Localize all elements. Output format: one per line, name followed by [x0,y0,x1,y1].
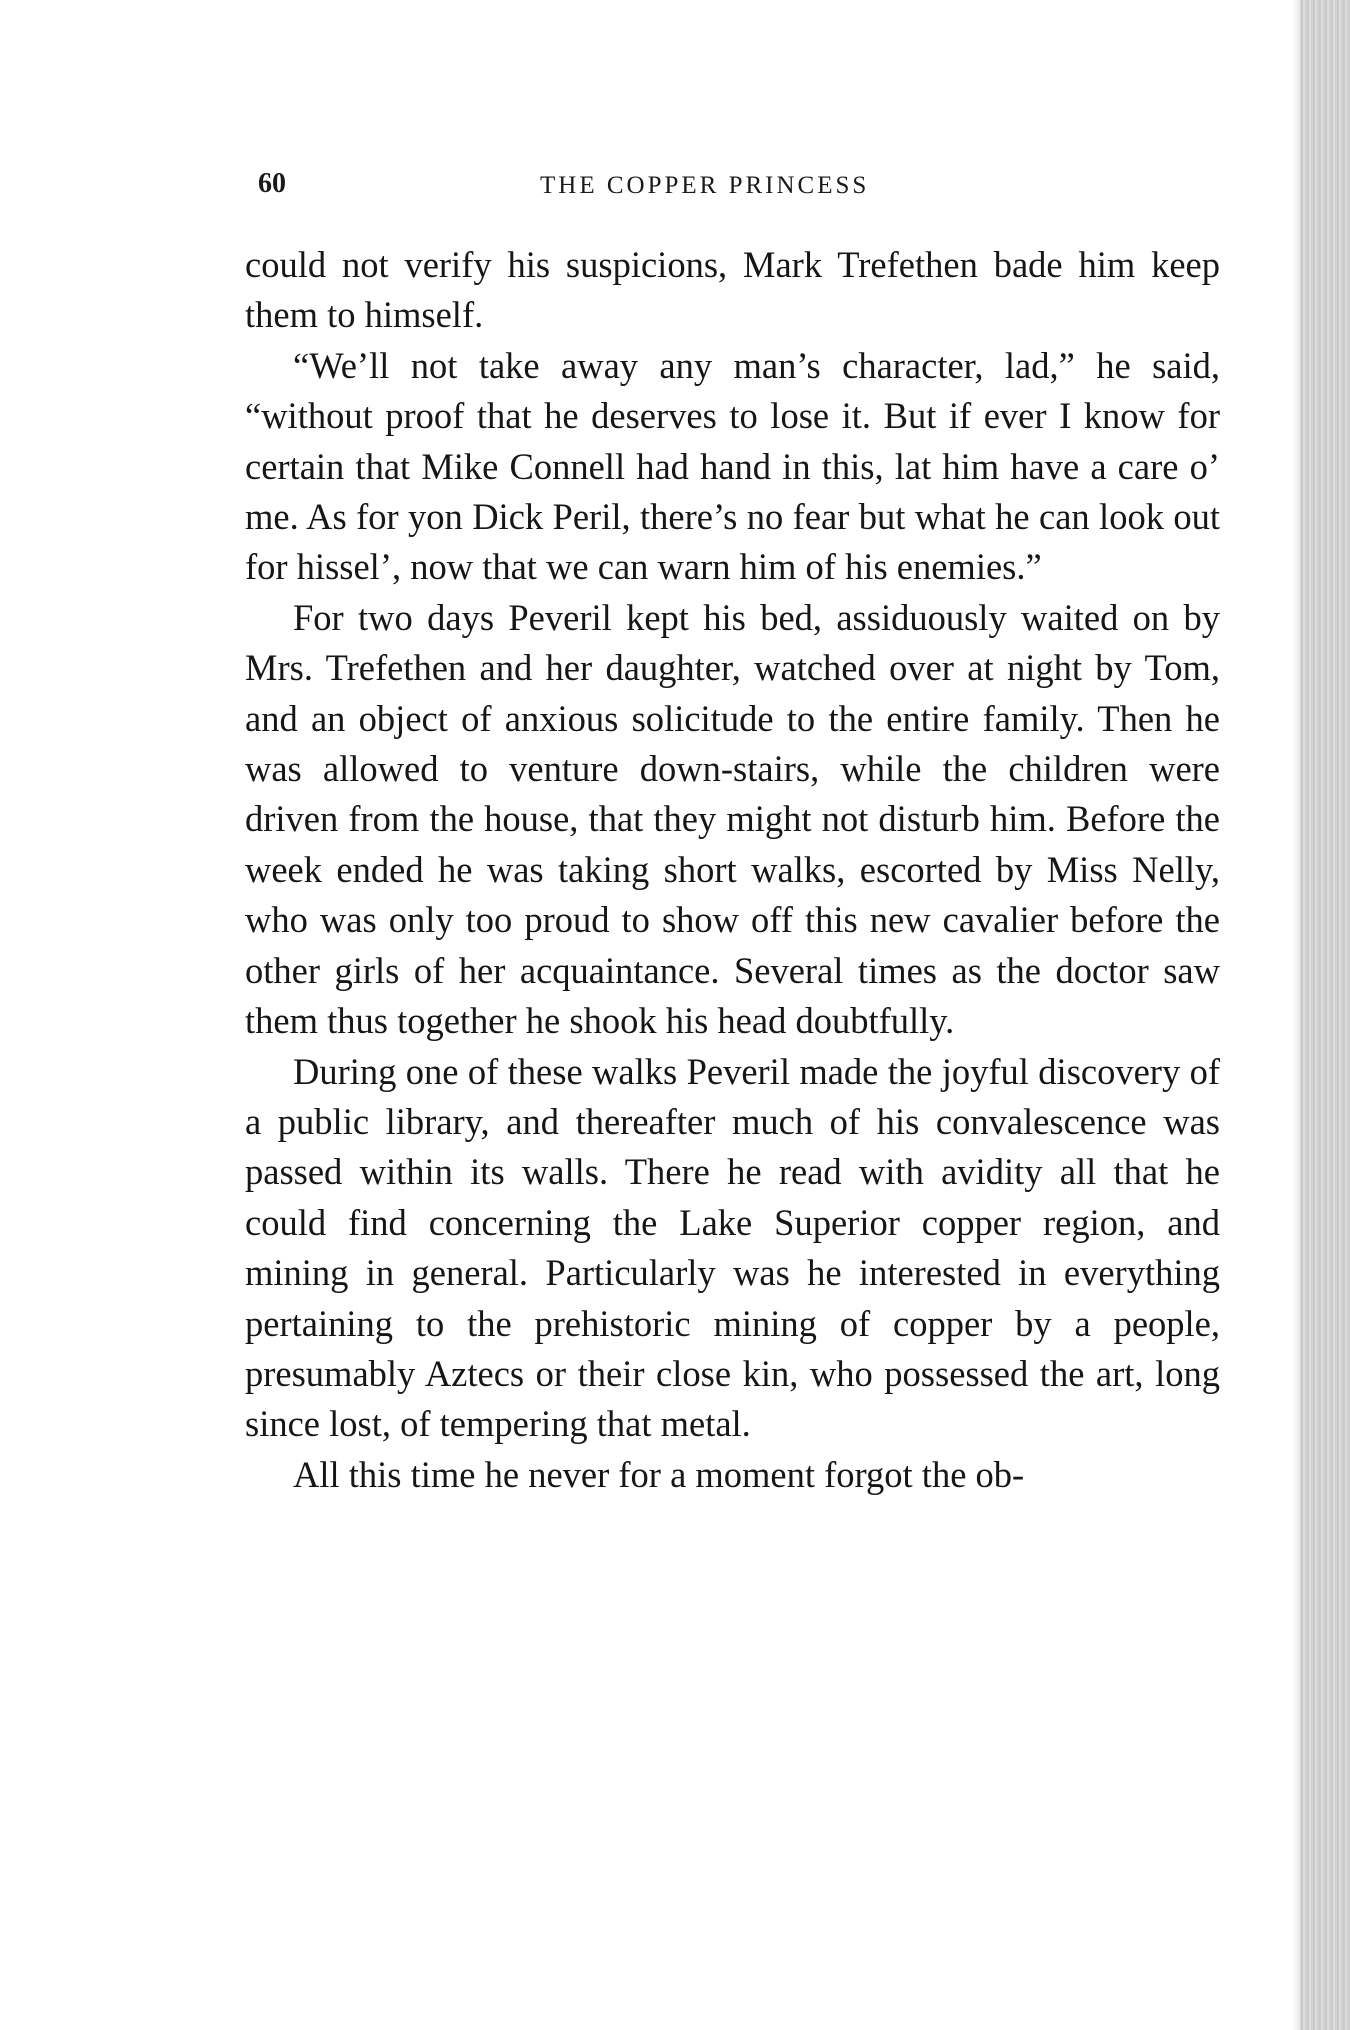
paragraph: During one of these walks Peveril made the joyful discovery of a public library, and thereafter much of his convalescence was passed within its walls. There he read with avidity all that he could find concerning the Lake Superior copper region, and mining in general. Particularly was he interested in everything pertaining to the prehistoric mining of copper by a people, presumably Aztecs or their close kin, who possessed the art, long since lost, of tempering that metal. [245,1050,1220,1445]
paragraph: All this time he never for a moment forgot the ob- [293,1453,1025,1495]
running-head [250,168,1215,208]
body-text [245,240,1220,1500]
paragraph: For two days Peveril kept his bed, assiduously waited on by Mrs. Trefethen and her daughter, watched over at night by Tom, and an object of anxious solicitude to the entire family. Then he was allowed to venture down-stairs, while the children were driven from the house, that they might not disturb him. Before the week ended he was taking short walks, escorted by Miss Nelly, who was only too proud to show off this new cavalier before the other girls of her acquaintance. Several times as the doctor saw them thus together he shook his head doubtfully. [245,596,1220,1042]
running-title: THE COPPER PRINCESS [540,172,870,199]
paragraph: could not verify his suspicions, Mark Trefethen bade him keep them to himself. [245,244,1220,336]
paragraph: “We’ll not take away any man’s character, lad,” he said, “without proof that he deserves to lose it. But if ever I know for certain that Mike Connell had hand in this, lat him have a care o’ me. As for yon Dick Peril, there’s no fear but what he can look out for hissel’, now that we can warn him of his enemies.” [245,344,1220,588]
page-edge-shadow [1292,0,1300,2030]
book-page-edge [1300,0,1350,2030]
page-number: 60 [258,168,286,199]
